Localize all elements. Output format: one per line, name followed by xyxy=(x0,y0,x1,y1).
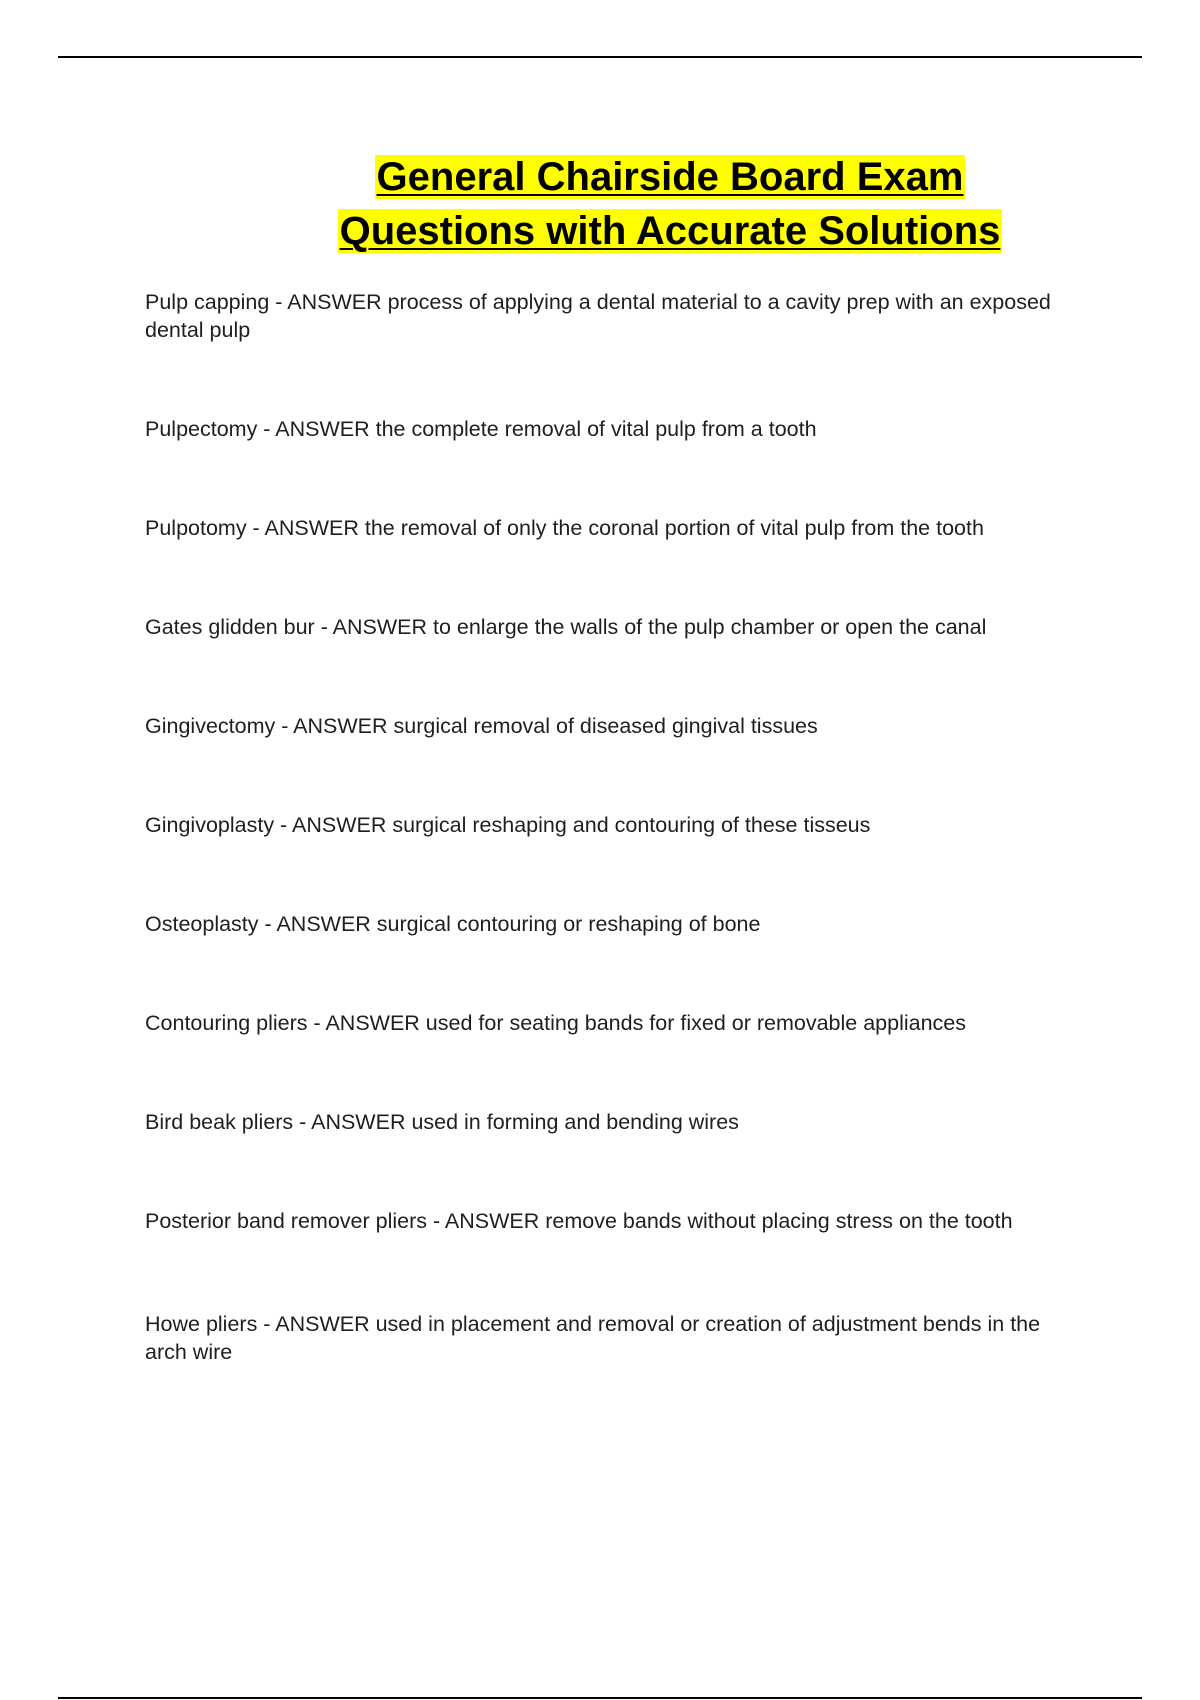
entry-pulpotomy: Pulpotomy - ANSWER the removal of only the coronal portion of vital pulp from the tooth xyxy=(145,516,984,540)
title-line-1-text: General Chairside Board Exam xyxy=(376,155,964,199)
entry-gates-glidden-bur: Gates glidden bur - ANSWER to enlarge the walls of the pulp chamber or open the canal xyxy=(145,615,987,639)
top-rule xyxy=(58,56,1142,58)
entry-pulpectomy: Pulpectomy - ANSWER the complete removal of vital pulp from a tooth xyxy=(145,417,817,441)
document-title xyxy=(0,150,1200,258)
title-line-2-text: Questions with Accurate Solutions xyxy=(339,209,1001,253)
bottom-rule xyxy=(58,1697,1142,1699)
entry-osteoplasty: Osteoplasty - ANSWER surgical contouring or reshaping of bone xyxy=(145,912,761,936)
entry-gingivoplasty: Gingivoplasty - ANSWER surgical reshaping and contouring of these tisseus xyxy=(145,813,871,837)
title-line-1 xyxy=(0,150,1200,204)
entry-gingivectomy: Gingivectomy - ANSWER surgical removal of diseased gingival tissues xyxy=(145,714,818,738)
entry-howe-pliers: Howe pliers - ANSWER used in placement and removal or creation of adjustment bends in the arch wire xyxy=(145,1312,1041,1364)
entry-pulp-capping: Pulp capping - ANSWER process of applying a dental material to a cavity prep with an exposed dental pulp xyxy=(145,290,1051,342)
title-line-2 xyxy=(0,204,1200,258)
entry-contouring-pliers: Contouring pliers - ANSWER used for seating bands for fixed or removable appliances xyxy=(145,1011,966,1035)
entry-bird-beak-pliers: Bird beak pliers - ANSWER used in forming and bending wires xyxy=(145,1110,739,1134)
entry-posterior-band-remover-pliers: Posterior band remover pliers - ANSWER remove bands without placing stress on the tooth xyxy=(145,1209,1013,1233)
